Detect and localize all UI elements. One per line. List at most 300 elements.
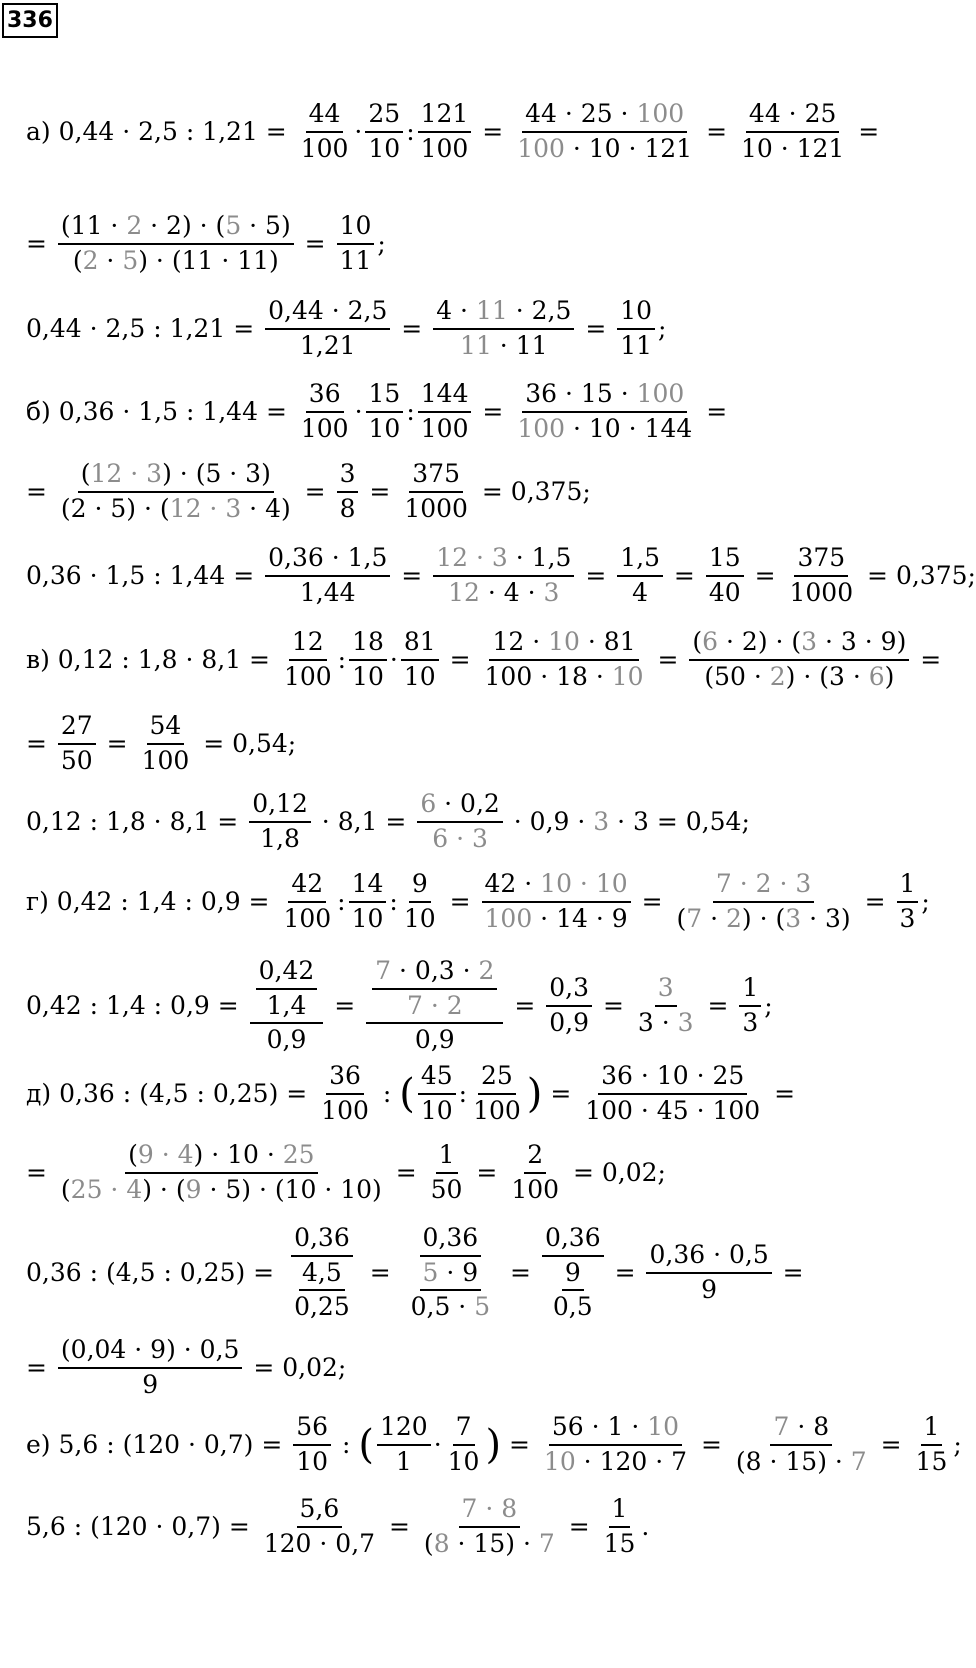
fraction	[377, 1411, 431, 1478]
equation-line	[26, 788, 750, 855]
expression-text: =	[766, 1079, 796, 1108]
cancelled-factor: 7 · 2	[406, 990, 463, 1020]
denominator: 100 · 18 · 10	[484, 661, 644, 691]
denominator: 0,5	[552, 1292, 593, 1321]
denominator: 10	[368, 133, 401, 163]
fraction	[514, 98, 695, 165]
cancelled-factor: 100	[517, 133, 565, 163]
numerator: 144	[418, 378, 472, 413]
numerator: 2	[524, 1139, 546, 1174]
cancelled-factor: 8	[433, 1528, 450, 1558]
fraction	[261, 1493, 378, 1560]
fraction	[421, 1493, 558, 1560]
expression-text: :	[337, 887, 346, 916]
numerator: (12 · 3) · (5 · 3)	[78, 458, 274, 493]
expression-text: =	[326, 991, 364, 1021]
numerator: 56	[293, 1411, 331, 1446]
expression-text: =	[577, 314, 615, 343]
fraction	[401, 626, 439, 693]
expression-text: · 8,1 =	[313, 807, 415, 836]
fraction	[58, 1139, 385, 1206]
fraction	[418, 378, 472, 445]
expression-text: =	[381, 1512, 418, 1541]
cancelled-factor: 2	[478, 956, 495, 985]
numerator: 1,5	[617, 542, 663, 577]
numerator: 12	[289, 626, 327, 661]
numerator: 0,36 · 0,5	[646, 1239, 771, 1274]
cancelled-factor: 10	[548, 627, 580, 656]
denominator: 100 · 10 · 121	[517, 133, 693, 163]
denominator: 9	[701, 1274, 718, 1304]
cancelled-factor: 6	[420, 789, 437, 818]
denominator: 11 · 11	[460, 330, 548, 360]
expression-text: =	[595, 991, 632, 1021]
denominator: 1,4	[266, 990, 307, 1020]
equation-line	[26, 1411, 962, 1478]
numerator: 0,36	[420, 1222, 482, 1257]
equation-line	[26, 295, 666, 362]
denominator: 40	[708, 577, 741, 607]
numerator: 0,42	[256, 955, 318, 990]
cancelled-factor: 11	[460, 330, 492, 360]
cancelled-factor: 12	[448, 577, 480, 607]
numerator: 42	[288, 868, 326, 903]
cancelled-factor: 9	[185, 1174, 202, 1204]
denominator	[544, 1257, 602, 1324]
expression-text: 0,44 · 2,5 : 1,21 =	[26, 314, 263, 343]
expression-text: =	[633, 887, 671, 916]
denominator: 10	[447, 1446, 480, 1476]
cancelled-factor: 3	[677, 1007, 694, 1037]
expression-text: ·	[354, 397, 363, 426]
fraction	[433, 542, 574, 609]
numerator: 18	[349, 626, 387, 661]
denominator: 10	[420, 1095, 453, 1125]
numerator: (11 · 2 · 2) · (5 · 5)	[58, 210, 294, 245]
numerator: (6 · 2) · (3 · 3 · 9)	[689, 626, 909, 661]
big-paren: )	[526, 1070, 543, 1117]
denominator: 9	[142, 1369, 159, 1399]
numerator: (9 · 4) · 10 · 25	[125, 1139, 317, 1174]
expression-text: =	[26, 1353, 55, 1382]
numerator: 0,36	[542, 1222, 604, 1257]
numerator: 15	[706, 542, 744, 577]
expression-text: =	[502, 1258, 539, 1288]
cancelled-factor: 7	[538, 1528, 555, 1558]
fraction	[418, 1060, 456, 1127]
cancelled-factor: 12 · 3	[436, 543, 508, 572]
numerator: 36	[326, 1060, 364, 1095]
fraction	[913, 1411, 951, 1478]
expression-text: =	[474, 397, 512, 426]
cancelled-factor: 7	[773, 1412, 790, 1441]
fraction	[256, 955, 318, 1022]
fraction	[139, 710, 193, 777]
cancelled-factor: 7 · 8	[461, 1494, 518, 1523]
expression-text: · 3 = 0,54;	[609, 807, 750, 836]
numerator: 6 · 0,2	[417, 788, 503, 823]
denominator: 3	[742, 1007, 759, 1037]
fraction	[291, 1257, 353, 1324]
numerator: 0,36 · 1,5	[265, 542, 390, 577]
numerator: 27	[58, 710, 96, 745]
fraction	[280, 868, 334, 935]
expression-text: :	[406, 397, 415, 426]
cancelled-factor: 3	[785, 903, 802, 933]
numerator: 25	[478, 1060, 516, 1095]
fraction	[428, 1139, 466, 1206]
numerator: 36 · 15 · 100	[522, 378, 687, 413]
cancelled-factor: 100	[636, 99, 685, 128]
expression-text: :	[406, 117, 415, 146]
denominator: 50	[60, 745, 93, 775]
fraction	[508, 1139, 562, 1206]
fraction	[250, 955, 324, 1057]
numerator: 3	[337, 458, 359, 493]
problem-number: 336	[2, 3, 58, 38]
fraction	[408, 1257, 494, 1324]
expression-text: :	[334, 1430, 359, 1459]
denominator: 1,21	[299, 330, 356, 360]
expression-text: :	[389, 887, 398, 916]
expression-text: =	[649, 645, 687, 674]
expression-text: =	[393, 314, 431, 343]
numerator	[459, 1493, 521, 1528]
expression-text: =	[856, 887, 894, 916]
expression-text: ;	[953, 1430, 962, 1459]
expression-text: :	[374, 1079, 400, 1108]
fraction	[58, 458, 294, 525]
cancelled-factor: 6 · 3	[432, 823, 488, 853]
numerator: 0,44 · 2,5	[265, 295, 390, 330]
fraction	[582, 1060, 763, 1127]
expression-text: 3	[593, 807, 610, 836]
fraction	[706, 542, 744, 609]
denominator: 100	[283, 661, 332, 691]
fraction	[58, 1334, 243, 1401]
expression-text: = 0,02;	[565, 1158, 666, 1187]
equation-line	[26, 1060, 795, 1127]
expression-text: г) 0,42 : 1,4 : 0,9 =	[26, 887, 278, 916]
expression-text: =	[746, 561, 784, 590]
denominator	[285, 1257, 359, 1324]
denominator: (50 · 2) · (3 · 6)	[704, 661, 895, 691]
fraction	[337, 210, 375, 277]
fraction	[285, 1222, 359, 1324]
equation-line	[26, 1139, 666, 1206]
fraction	[738, 98, 847, 165]
expression-text: =	[296, 229, 334, 258]
expression-text: =	[361, 1258, 399, 1288]
denominator: 120 · 0,7	[263, 1528, 376, 1558]
fraction	[482, 626, 647, 693]
expression-text: =	[665, 561, 703, 590]
denominator: 0,9	[266, 1025, 307, 1054]
expression-text: =	[361, 477, 399, 506]
numerator: 56 · 1 · 10	[549, 1411, 682, 1446]
denominator: 1,44	[299, 577, 356, 607]
numerator: 12 · 3 · 1,5	[433, 542, 574, 577]
equation-line	[26, 1493, 649, 1560]
fraction	[601, 1493, 639, 1560]
denominator: (2 · 5) · (12 · 3 · 4)	[60, 493, 291, 523]
numerator: 5 · 9	[420, 1257, 482, 1292]
numerator: 1	[436, 1139, 458, 1174]
cancelled-factor: 100	[636, 379, 685, 408]
expression-text: ;	[377, 229, 386, 258]
cancelled-factor: 6	[868, 661, 885, 691]
fraction	[617, 295, 655, 362]
denominator: 4	[632, 577, 649, 607]
expression-text: =	[26, 229, 55, 258]
expression-text: =	[560, 1512, 598, 1541]
expression-text: в) 0,12 : 1,8 · 8,1 =	[26, 645, 278, 674]
denominator: 10	[352, 661, 384, 691]
fraction	[402, 1222, 500, 1324]
fraction	[418, 98, 472, 165]
fraction	[298, 98, 352, 165]
numerator: 36 · 10 · 25	[598, 1060, 747, 1095]
expression-text: 0,12 : 1,8 · 8,1 =	[26, 807, 247, 836]
expression-text: =	[98, 729, 136, 758]
expression-text: ;	[764, 991, 773, 1021]
equation-line	[26, 1334, 346, 1401]
fraction	[646, 1239, 771, 1306]
equation-line	[26, 626, 941, 693]
fraction	[401, 868, 439, 935]
denominator: (8 · 15) · 7	[735, 1446, 867, 1476]
fraction	[617, 542, 663, 609]
expression-text: 0,36 · 1,5 : 1,44 =	[26, 561, 263, 590]
expression-text: =	[606, 1258, 644, 1288]
numerator: 375	[409, 458, 463, 493]
fraction	[337, 458, 359, 525]
expression-text: =	[850, 117, 880, 146]
denominator: 10	[403, 661, 436, 691]
expression-text: =	[693, 1430, 730, 1459]
denominator: 100	[141, 745, 190, 775]
expression-text: :	[337, 645, 347, 674]
fraction	[417, 788, 503, 855]
fraction	[366, 378, 404, 445]
denominator: 8	[339, 493, 356, 523]
numerator: 1	[739, 972, 761, 1007]
denominator: 100 · 45 · 100	[585, 1095, 761, 1125]
fraction	[635, 972, 697, 1039]
cancelled-factor: 5	[422, 1257, 439, 1287]
numerator: 14	[349, 868, 387, 903]
numerator: 7	[453, 1411, 475, 1446]
fraction	[349, 868, 387, 935]
fraction	[372, 955, 497, 1022]
denominator: 50	[430, 1174, 463, 1204]
numerator: 375	[794, 542, 848, 577]
cancelled-factor: 100	[517, 413, 566, 443]
numerator: 45	[418, 1060, 456, 1095]
fraction	[786, 542, 856, 609]
cancelled-factor: 5	[474, 1292, 491, 1321]
expression-text: ·	[433, 1430, 442, 1459]
fraction	[58, 210, 294, 277]
cancelled-factor: 5	[225, 211, 242, 240]
denominator: 11	[339, 245, 372, 275]
denominator: 10	[368, 413, 401, 443]
numerator: 25	[365, 98, 403, 133]
expression-text: =	[296, 477, 334, 506]
equation-line	[26, 710, 296, 777]
cancelled-factor: 7 · 2 · 3	[715, 869, 812, 898]
denominator: 12 · 4 · 3	[448, 577, 560, 607]
expression-text: =	[698, 117, 735, 146]
numerator: 12 · 10 · 81	[489, 626, 638, 661]
expression-text: д) 0,36 : (4,5 : 0,25) =	[26, 1079, 316, 1108]
expression-text: =	[774, 1258, 804, 1288]
expression-text: =	[441, 645, 479, 674]
fraction	[401, 458, 471, 525]
cancelled-factor: 10	[647, 1412, 680, 1441]
expression-text: = 0,02;	[245, 1353, 347, 1382]
fraction	[265, 542, 390, 609]
cancelled-factor: 3	[657, 973, 674, 1003]
denominator: (2 · 5) · (11 · 11)	[72, 245, 279, 275]
denominator: 15	[915, 1446, 948, 1476]
denominator: 10 · 120 · 7	[543, 1446, 688, 1476]
numerator: 1	[897, 868, 919, 903]
cancelled-factor: 3	[543, 577, 560, 607]
expression-text: 0,42 : 1,4 : 0,9 =	[26, 991, 247, 1021]
expression-text: =	[872, 1430, 910, 1459]
fraction	[58, 710, 96, 777]
expression-text: 0,36 : (4,5 : 0,25) =	[26, 1258, 283, 1288]
cancelled-factor: 100	[484, 903, 533, 933]
numerator: 81	[401, 626, 439, 661]
fraction	[293, 1411, 331, 1478]
numerator	[655, 972, 677, 1007]
expression-text: =	[468, 1158, 506, 1187]
fraction	[445, 1411, 483, 1478]
expression-text: а) 0,44 · 2,5 : 1,21 =	[26, 117, 295, 146]
numerator: 36	[306, 378, 344, 413]
cancelled-factor: 25 · 4	[70, 1174, 143, 1204]
expression-text: =	[577, 561, 615, 590]
expression-text: = 0,375;	[473, 477, 591, 506]
cancelled-factor: 6	[702, 627, 719, 656]
fraction	[365, 98, 403, 165]
cancelled-factor: 3	[801, 627, 818, 656]
denominator: 11	[620, 330, 653, 360]
denominator: 10	[351, 903, 384, 933]
fraction	[739, 972, 761, 1039]
numerator: 1	[609, 1493, 631, 1528]
fraction	[897, 868, 919, 935]
denominator: 0,5 · 5	[410, 1292, 491, 1321]
denominator: 100	[420, 413, 469, 443]
numerator: 4 · 11 · 2,5	[433, 295, 574, 330]
expression-text: = 0,375;	[859, 561, 976, 590]
denominator	[402, 1257, 500, 1324]
denominator: 10	[403, 903, 436, 933]
numerator: 0,3	[546, 972, 592, 1007]
numerator: 4,5	[299, 1257, 345, 1292]
cancelled-factor: 2	[726, 903, 742, 933]
denominator: (8 · 15) · 7	[423, 1528, 555, 1558]
expression-text: =	[542, 1079, 580, 1108]
fraction	[514, 378, 695, 445]
denominator: 0,9	[549, 1007, 590, 1037]
cancelled-factor: 2	[82, 245, 99, 275]
numerator: 44	[306, 98, 344, 133]
equation-line	[26, 210, 386, 277]
fraction	[433, 295, 574, 362]
numerator: 1	[921, 1411, 943, 1446]
denominator: 10 · 121	[740, 133, 845, 163]
cancelled-factor: 10 · 10	[540, 869, 628, 898]
numerator: 0,12	[249, 788, 311, 823]
cancelled-factor: 7	[375, 956, 392, 985]
numerator: 7 · 0,3 · 2	[372, 955, 497, 990]
denominator: 0,25	[294, 1292, 350, 1321]
expression-text: =	[393, 561, 431, 590]
denominator: (7 · 2) · (3 · 3)	[676, 903, 851, 933]
expression-text: =	[699, 991, 737, 1021]
fraction	[349, 626, 387, 693]
fraction	[470, 1060, 524, 1127]
expression-text: ;	[658, 314, 667, 343]
cancelled-factor: 25	[282, 1140, 315, 1169]
numerator: 44 · 25 · 100	[522, 98, 687, 133]
expression-text: ·	[354, 117, 363, 146]
denominator: 100	[283, 903, 332, 933]
denominator: 100	[511, 1174, 560, 1204]
equation-line	[26, 98, 879, 165]
fraction	[265, 295, 390, 362]
numerator	[366, 955, 503, 1024]
equation-line	[26, 542, 976, 609]
denominator: 1	[395, 1446, 412, 1476]
cancelled-factor: 7	[686, 903, 703, 933]
expression-text: =	[26, 1158, 55, 1187]
numerator	[713, 868, 814, 903]
fraction	[541, 1411, 690, 1478]
expression-text: =	[912, 645, 942, 674]
numerator: (0,04 · 9) · 0,5	[58, 1334, 243, 1369]
fraction	[366, 955, 503, 1057]
denominator: 100	[300, 133, 349, 163]
fraction	[673, 868, 853, 935]
big-paren: )	[485, 1421, 502, 1468]
expression-text: =	[26, 729, 55, 758]
expression-text: 5,6 : (120 · 0,7) =	[26, 1512, 258, 1541]
cancelled-factor: 12 · 3	[90, 459, 163, 488]
cancelled-factor: 11	[475, 296, 508, 325]
expression-text: ·	[389, 645, 398, 674]
equation-line	[26, 955, 773, 1057]
expression-text: =	[501, 1430, 538, 1459]
fraction	[318, 1060, 372, 1127]
numerator: 10	[337, 210, 375, 245]
denominator: 100	[473, 1095, 521, 1125]
numerator: 0,36	[291, 1222, 353, 1257]
cancelled-factor: 10	[543, 1446, 576, 1476]
fraction	[542, 1222, 604, 1324]
expression-text: =	[26, 477, 55, 506]
denominator: 15	[603, 1528, 636, 1558]
cancelled-factor: 7	[850, 1446, 867, 1476]
fraction	[689, 626, 909, 693]
fraction	[298, 378, 352, 445]
numerator: 9	[409, 868, 431, 903]
cancelled-factor: 2	[769, 661, 786, 691]
